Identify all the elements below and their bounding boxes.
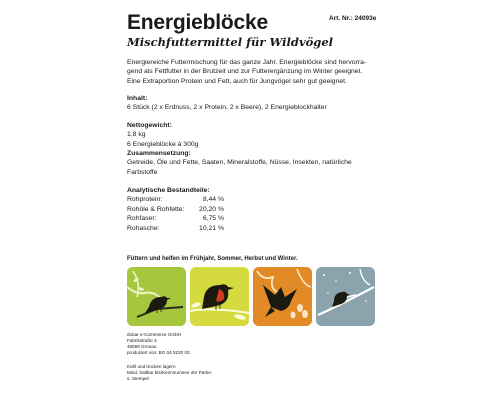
table-row — [127, 214, 224, 223]
snowy-branch-bird-icon — [316, 267, 375, 326]
description-line: gend als Fettfutter in der Brutzeit und zur Futterergänzung im Winter geeignet. — [127, 68, 363, 76]
season-tile-summer — [190, 267, 249, 326]
address-line: Fabrikstraße 3 — [127, 338, 157, 343]
analysis-value: 8,44 % — [202, 196, 224, 204]
storage-line: s. Stempel — [127, 376, 149, 381]
section-title-zusammensetzung: Zusammensetzung: — [127, 150, 191, 157]
inhalt-text: 6 Stück (2 x Erdnuss, 2 x Protein, 2 x Beere), 2 Energieblockhalter — [127, 104, 327, 112]
storage-line: Kühl und trocken lagern — [127, 364, 176, 369]
flying-bird-icon — [253, 267, 312, 326]
address-line: produziert von: BG 04 5220 03 — [127, 350, 190, 355]
section-title-inhalt: Inhalt: — [127, 95, 148, 102]
zusammensetzung-line: Getreide, Öle und Fette, Saaten, Mineralstoffe, Nüsse, Insekten, natürliche — [127, 159, 352, 167]
season-tile-autumn — [253, 267, 312, 326]
table-row — [127, 195, 224, 204]
storage-info — [127, 364, 212, 382]
section-title-analyse: Analytische Bestandteile: — [127, 187, 210, 194]
season-tiles — [127, 267, 377, 327]
bird-on-branch-icon — [127, 267, 186, 326]
analysis-label: Rohasche: — [127, 224, 160, 232]
analysis-value: 6,75 % — [202, 215, 224, 223]
season-caption: Füttern und helfen im Frühjahr, Sommer, Herbst und Winter. — [127, 256, 298, 262]
article-number: Art. Nr.: 24093e — [329, 15, 377, 22]
product-subtitle: Mischfuttermittel für Wildvögel — [127, 35, 334, 49]
section-zusammensetzung — [127, 149, 372, 177]
description-line: Energiereiche Futtermischung für das ganze Jahr. Energieblöcke sind hervorra- — [127, 59, 367, 66]
analysis-label: Rohprotein: — [127, 196, 163, 204]
analysis-table — [127, 195, 224, 233]
nettogewicht-line: 1,8 kg — [127, 131, 146, 139]
section-analytische-bestandteile — [127, 186, 224, 233]
address-line: 48599 Gronau — [127, 344, 157, 349]
section-inhalt — [127, 94, 327, 113]
robin-icon — [190, 267, 249, 326]
storage-line: Mind. haltbar bis/Kennnummer der Partie: — [127, 370, 213, 375]
analysis-label: Rohfaser: — [127, 215, 157, 223]
analysis-label: Rohöle & Rohfette: — [127, 205, 185, 213]
description-line: Eine Extraportion Protein und Fett, auch für Jungvögel sehr gut geeignet. — [127, 77, 347, 85]
analysis-value: 20,20 % — [199, 205, 224, 213]
table-row — [127, 205, 224, 214]
season-tile-winter — [316, 267, 375, 326]
analysis-value: 10,21 % — [199, 224, 224, 232]
section-title-nettogewicht: Nettogewicht: — [127, 122, 172, 129]
section-nettogewicht — [127, 121, 198, 149]
zusammensetzung-line: Farbstoffe — [127, 168, 158, 176]
season-tile-spring — [127, 267, 186, 326]
product-description — [127, 58, 377, 86]
address-line: dobar e-Commerce GmbH — [127, 332, 182, 337]
table-row — [127, 224, 224, 233]
product-title: Energieblöcke — [127, 11, 268, 34]
manufacturer-address — [127, 332, 190, 356]
nettogewicht-line: 6 Energieblöcke à 300g — [127, 140, 199, 148]
